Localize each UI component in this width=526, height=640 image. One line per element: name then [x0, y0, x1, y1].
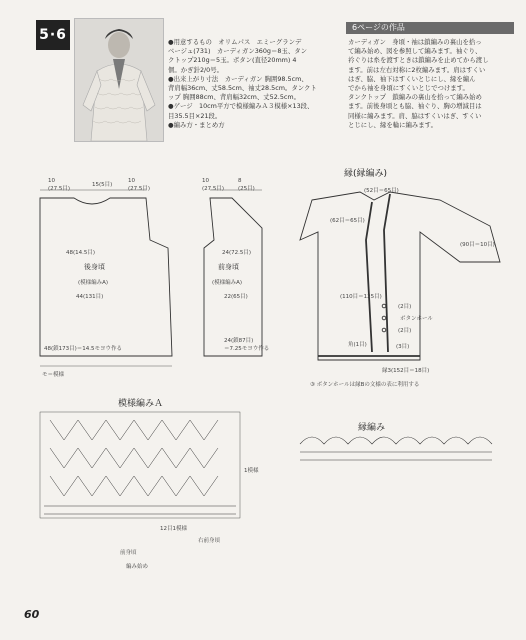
buttonhole-label: ボタンホール	[400, 316, 433, 322]
edge-diagram-title: 縁(縁編み)	[344, 169, 388, 179]
back-bottom: 48(鎖173目)＝14.5モヨウ作る	[44, 346, 123, 352]
materials-text: ●用意するもの オリムパス エミーグランデ ベージュ(731) カーディガン360g＝8玉、タン クトップ210g＝5玉。ボタン(直径20mm) 4 個。かぎ針2/0号。 ●出来上がり寸法 カーディガン 胸囲98.5cm、 背肩幅36cm、丈58.5cm、袖丈28.5cm。タンクト ップ 胸囲88cm、背肩幅32cm、丈52.5cm。 ●ゲージ 10cm平方で模様編みＡ３模様×13段、 目35.5目×21段。 ●編み方・まとめ方	[168, 38, 317, 129]
edge-top-label: (52目＝65目)	[364, 188, 399, 194]
edge-bottom-left-label: (110目＝125目)	[340, 294, 382, 300]
pattern-a-repeat-mark: 1模様	[244, 468, 259, 474]
back-top-left: 10 (27.5目)	[48, 178, 71, 192]
edge-pattern-chart	[300, 437, 492, 460]
back-body-width: 44(131目)	[76, 294, 104, 300]
pattern-a-start-label: 編み始め	[126, 564, 149, 570]
edge-b2-label: (2目)	[398, 328, 412, 334]
back-armhole: 48(14.5目)	[66, 250, 96, 256]
back-top-right: 10 (27.5目)	[128, 178, 151, 192]
page-number: 60	[24, 608, 40, 621]
pattern-number-badge: 5·6	[36, 20, 70, 50]
section-header-bar: 6ページの作品	[346, 22, 514, 34]
pattern-a-title: 模様編みＡ	[118, 399, 164, 409]
front-body-name: 前身頃	[218, 263, 239, 271]
sleeve-label: (90目＝10目)	[460, 242, 495, 248]
buttonhole-note: ③ ボタンホールは縁Bの文様の表に利用する	[310, 382, 420, 388]
pattern-a-repeat-label: 12目1模様	[160, 526, 187, 532]
edge-b1-label: (2目)	[398, 304, 412, 310]
edge-pattern-title: 縁編み	[358, 423, 386, 433]
back-body-name: 後身頃	[84, 263, 105, 271]
back-body-sub: (模様編みA)	[78, 280, 109, 286]
front-top-left: 10 (27.5目)	[202, 178, 225, 192]
back-top-mid: 15(5目)	[92, 182, 113, 188]
instructions-text: カーディガン 身頃・袖は鎖編みの裏山を拾っ て編み始め、図を参照して編みます。袖ぐり、 衿ぐりは糸を渡すときは鎖編みを止めてから渡し ます。前は左右対称に2枚編みます。肩はすくい はぎ、脇、袖下はすくいとじにし、縁を編ん でから袖を身頃にすくいとじでつけます。 タンクトップ 鎖編みの裏山を拾って編み始め ます。前後身頃とも脇、袖ぐり、胸の増減目は 同様に編みます。肩、脇はすくいはぎ、すくい とじにし、縁を輪に編みます。	[348, 38, 489, 129]
front-mid: 24(72.5目)	[222, 250, 252, 256]
front-body-diagram	[204, 190, 262, 356]
front-bottom: 24(鎖87目) ＝7.25モヨウ作る	[224, 338, 270, 352]
edge-b3-label: (3目)	[396, 344, 410, 350]
pattern-a-front-label: 前身頃	[120, 550, 137, 556]
pattern-a-front2-label: 右前身頃	[198, 538, 221, 544]
pattern-abbrev-note: モ＝模様	[42, 372, 65, 378]
front-body-width: 22(65目)	[224, 294, 248, 300]
edge-left-label: (62目＝65目)	[330, 218, 365, 224]
edge-bottom-label: 縁3(152目＝18目)	[382, 368, 430, 374]
front-body-sub: (模様編みA)	[212, 280, 243, 286]
pattern-a-chart	[40, 412, 240, 518]
corner-label: 角(1目)	[348, 342, 367, 348]
front-top-right: 8 (25目)	[238, 178, 255, 192]
